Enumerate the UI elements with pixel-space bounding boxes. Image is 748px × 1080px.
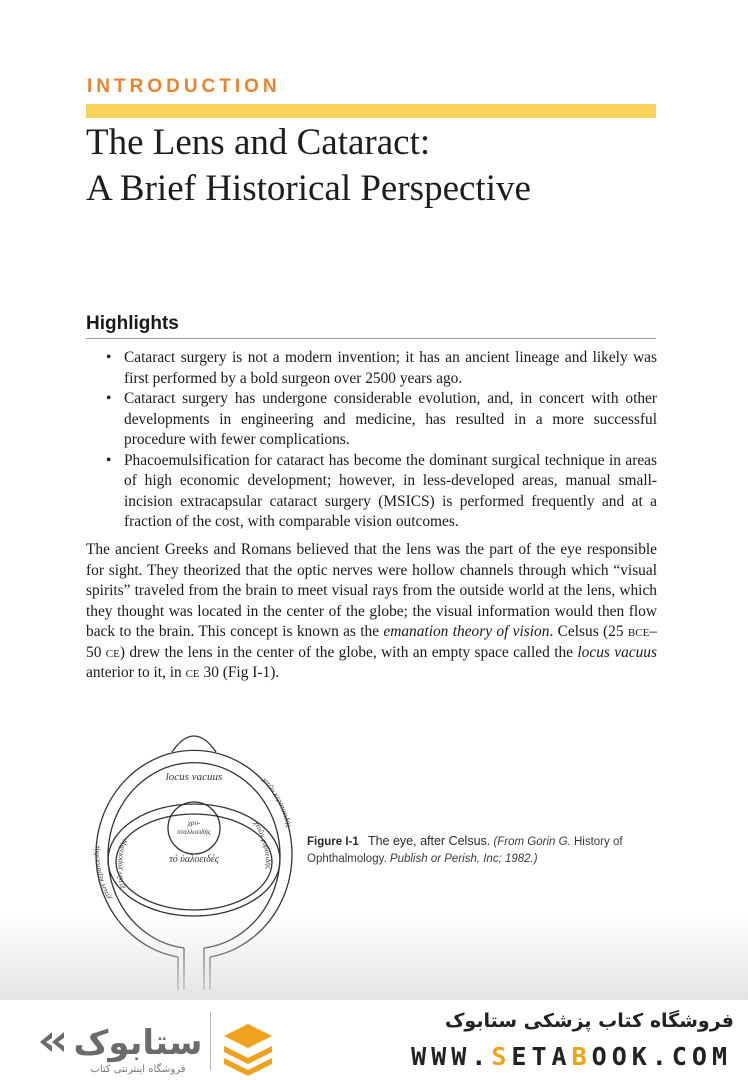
chapter-title <box>86 120 686 212</box>
title-line-1: The Lens and Cataract: <box>86 122 431 163</box>
store-url[interactable]: WWW.SETABOOK.COM <box>411 1042 732 1071</box>
bullet-icon: • <box>106 451 112 469</box>
figure-source: (From Gorin G. History of Ophthalmology. Publish or Perish, Inc; 1982.) <box>307 836 623 865</box>
footer-divider <box>210 1012 211 1070</box>
cornea-bulge <box>172 736 216 752</box>
book-stack-icon <box>224 1046 272 1064</box>
page-fade <box>0 915 748 1000</box>
figure-caption-text: The eye, after Celsus. <box>367 834 491 848</box>
label-right-inner: χιτῶν χοροειδής <box>252 819 274 870</box>
label-right-outer: χιτῶν κερατοειδής <box>260 775 294 829</box>
highlight-item: • Cataract surgery is not a modern invention; it has an ancient lineage and likely was first performed by a bold surgeon over 2500 years ago. <box>106 349 657 387</box>
bullet-icon: • <box>106 349 112 366</box>
logo-tagline: فروشگاه اینترنتی کتاب <box>90 1064 186 1075</box>
title-rule <box>86 104 656 118</box>
setabook-logo <box>38 1016 288 1076</box>
label-locus-vacuus: locus vacuus <box>165 771 223 783</box>
book-stack-icon <box>224 1024 272 1048</box>
figure-label: Figure I-1 <box>307 836 359 848</box>
body-paragraph: The ancient Greeks and Romans believed that the lens was the part of the eye responsible for sight. They theorized that the optic nerves were hollow channels through which “visual spirits” traveled from the brain to meet visual rays from the outside world at the lens, which they thought was located in the center of the globe; the visual information would then flow back to the brain. This concept is known as the emanation theory of vision. Celsus (25 bce–50 ce) drew the lens in the center of the globe, with an empty space called the locus vacuus anterior to it, in ce 30 (Fig I-1). <box>86 541 657 681</box>
highlight-item: • Phacoemulsification for cataract has become the dominant surgical technique in areas of high economic development; however, in less-developed areas, manual small-incision extracapsular cataract surgery (MSICS) is performed frequently and at a fraction of the cost, with comparable vision outcomes. <box>106 451 657 530</box>
bullet-icon: • <box>106 390 112 407</box>
highlight-item: • Cataract surgery has undergone considerable evolution, and, in concert with other developments in engineering and medicine, has resulted in a more successful procedure with fewer complications. <box>106 390 657 448</box>
logo-word: ستابوک <box>73 1023 203 1063</box>
highlights-heading: Highlights <box>86 313 179 334</box>
label-left-outer: χιτῶν κερατοειδής <box>91 845 113 902</box>
figure-caption <box>307 833 659 868</box>
label-vitreous: τό ὑαλοειδές <box>169 854 219 865</box>
chevron-left-icon <box>52 1032 64 1052</box>
footer-banner <box>0 1000 748 1080</box>
highlights-rule <box>86 338 656 339</box>
label-lens-bottom: σταλλοειδής <box>177 828 211 836</box>
store-name: فروشگاه کتاب پزشکی ستابوک <box>444 1010 734 1032</box>
highlights-list <box>105 348 657 533</box>
label-lens-top: χρυ- <box>187 818 201 827</box>
chevron-left-icon <box>40 1032 52 1052</box>
label-left-inner: χιτῶν χοροειδής <box>114 838 128 890</box>
section-kicker: INTRODUCTION <box>87 76 281 97</box>
title-line-2: A Brief Historical Perspective <box>86 168 531 209</box>
